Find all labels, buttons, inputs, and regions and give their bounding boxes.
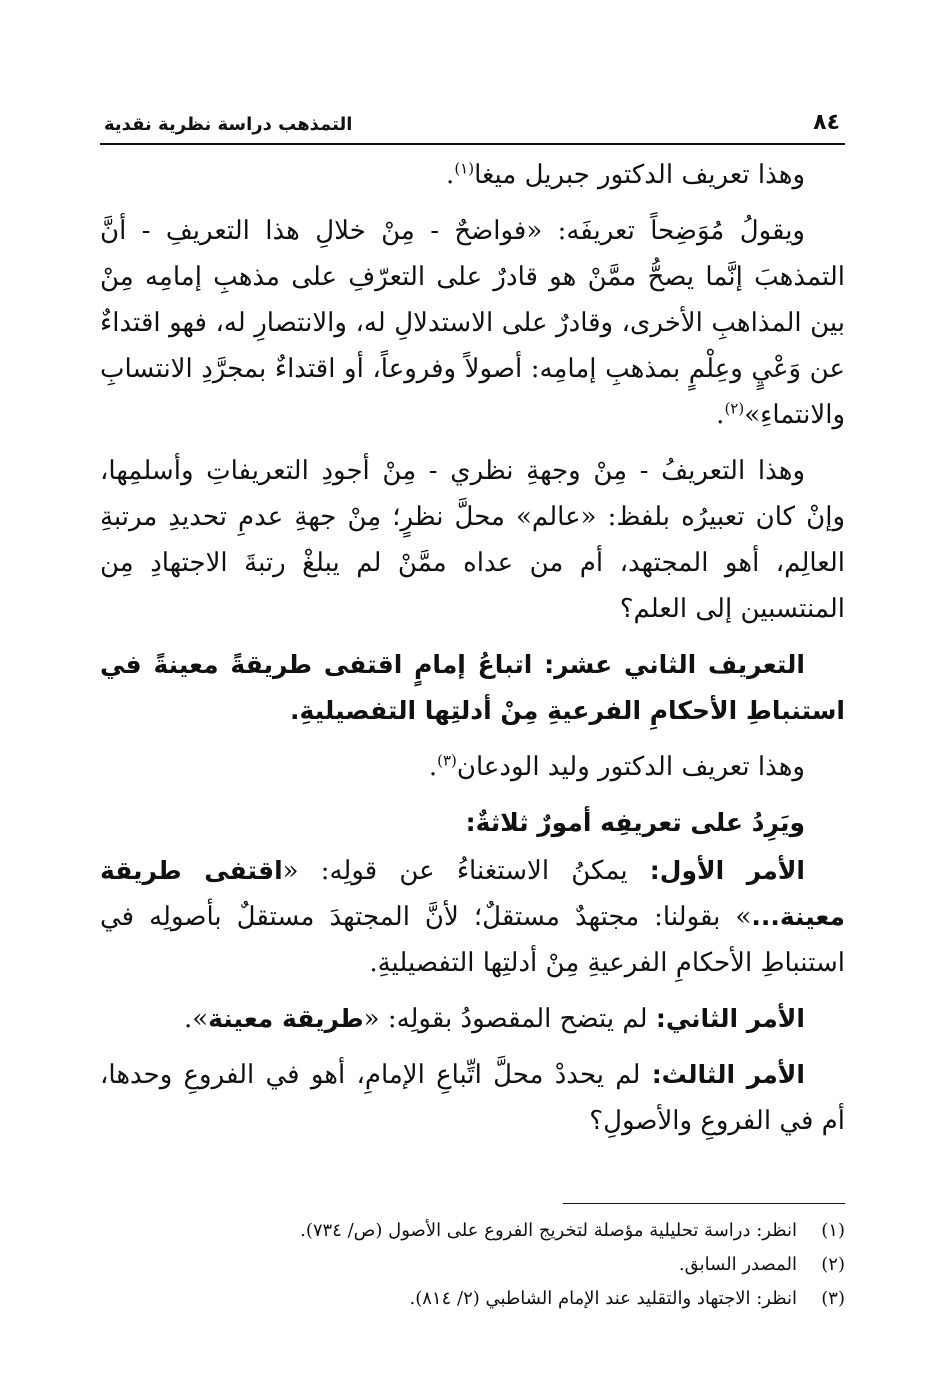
footnote-ref: (١)	[454, 159, 475, 178]
definition-twelve	[100, 642, 845, 734]
paragraph-text: وهذا التعريفُ - مِنْ وجهةِ نظري - مِنْ أجودِ التعريفاتِ وأسلمِها، وإنْ كان تعبيرُه بلفظ: «عالم» محلَّ نظرٍ؛ مِنْ جهةِ عدمِ تحديدِ مرتبةِ العالِم، أهو المجتهد، أم من عداه ممَّنْ لم يبلغْ رتبةَ الاجتهادِ مِن المنتسبين إلى العلم؟	[100, 456, 845, 624]
footnote-ref: (٣)	[437, 751, 457, 770]
header-rule	[100, 143, 845, 145]
objection-text: يمكنُ الاستغناءُ عن قولِه: «	[282, 856, 650, 886]
running-title: التمذهب دراسة نظرية نقدية	[104, 114, 353, 135]
objection-1	[100, 848, 845, 986]
objection-label: الأمر الثاني:	[655, 1004, 805, 1033]
paragraph-end: .	[446, 160, 455, 190]
paragraph-2	[100, 208, 845, 438]
objection-3	[100, 1052, 845, 1144]
footnote-2	[100, 1248, 845, 1282]
paragraph-5	[100, 744, 845, 790]
footnotes	[100, 1214, 845, 1316]
page-number: ٨٤	[813, 110, 840, 135]
objection-text: لم يحددْ محلَّ اتِّباعِ الإمامِ، أهو في الفروعِ وحدها، أم في الفروعِ والأصولِ؟	[100, 1060, 845, 1136]
objections-intro	[100, 800, 845, 846]
objection-text-cont: » بقولنا: مجتهدٌ مستقلٌ؛ لأنَّ المجتهدَ مستقلٌ بأصولِه في استنباطِ الأحكامِ الفرعيةِ مِنْ أدلتِها التفصيليةِ.	[100, 902, 845, 978]
definition-text: التعريف الثاني عشر: اتباعُ إمامٍ اقتفى طريقةً معينةً في استنباطِ الأحكامِ الفرعيةِ مِنْ أدلتِها التفصيليةِ.	[100, 650, 845, 725]
objection-label: الأمر الثالث:	[651, 1060, 805, 1089]
footnote-text: انظر: دراسة تحليلية مؤصلة لتخريج الفروع على الأصول (ص/ ٧٣٤).	[300, 1220, 797, 1241]
paragraph-text: ويقولُ مُوَضِحاً تعريفَه: «فواضحٌ - مِنْ خلالِ هذا التعريفِ - أنَّ التمذهبَ إنَّما يصحُّ ممَّنْ هو قادرٌ على التعرّفِ على مذهبِ إمامِه مِنْ بين المذاهبِ الأخرى، وقادرٌ على الاستدلالِ له، والانتصارِ له، فهو اقتداءٌ عن وَعْيٍ وعِلْمٍ بمذهبِ إمامِه: أصولاً وفروعاً، أو اقتداءٌ بمجرَّدِ الانتسابِ والانتماءِ»	[100, 216, 845, 430]
footnote-text: المصدر السابق.	[678, 1254, 797, 1275]
footnote-number: (٢)	[821, 1254, 845, 1275]
quoted-phrase: اقتفى طريقة معينة...	[100, 856, 845, 931]
footnote-1	[100, 1214, 845, 1248]
running-header	[100, 110, 844, 140]
quoted-phrase: طريقة معينة	[208, 1004, 364, 1033]
footnote-number: (٣)	[821, 1288, 845, 1309]
objection-text: لم يتضح المقصودُ بقولِه: «	[363, 1004, 656, 1034]
footnote-text: انظر: الاجتهاد والتقليد عند الإمام الشاطبي (٢/ ٨١٤).	[409, 1288, 797, 1309]
paragraph-text: وهذا تعريف الدكتور جبريل ميغا	[474, 160, 805, 190]
objection-text-cont: ».	[183, 1004, 209, 1034]
paragraph-end: .	[716, 400, 725, 430]
objection-2	[100, 996, 845, 1042]
paragraph-text: وهذا تعريف الدكتور وليد الودعان	[456, 752, 805, 782]
objection-label: الأمر الأول:	[649, 856, 806, 885]
objections-heading: ويَرِدُ على تعريفِه أمورٌ ثلاثةٌ:	[465, 808, 805, 837]
paragraph-end: .	[428, 752, 438, 782]
paragraph-3	[100, 448, 845, 632]
footnote-ref: (٢)	[724, 399, 745, 418]
paragraph-1	[100, 152, 845, 198]
main-text	[100, 152, 845, 1154]
footnote-3	[100, 1282, 845, 1316]
footnote-number: (١)	[821, 1220, 845, 1241]
footnote-rule	[563, 1203, 845, 1204]
